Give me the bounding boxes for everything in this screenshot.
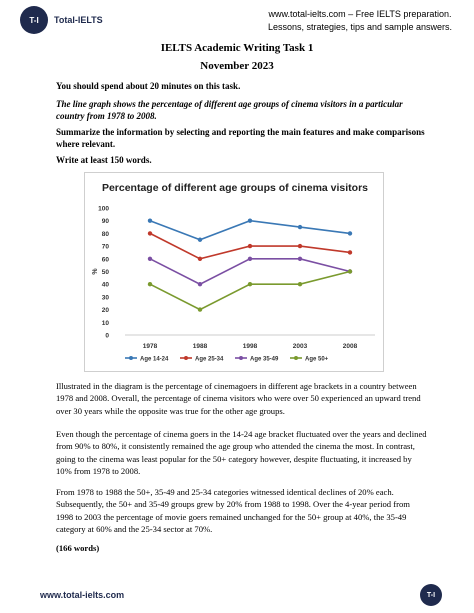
- y-tick-label: 40: [101, 281, 109, 289]
- y-tick-label: 80: [101, 230, 109, 238]
- logo-badge: T-I: [20, 6, 48, 34]
- data-point: [248, 244, 252, 248]
- page-header: [0, 0, 474, 40]
- tagline-line-2: Lessons, strategies, tips and sample answers.: [267, 22, 453, 32]
- chart-container: [84, 172, 384, 372]
- data-point: [198, 257, 202, 261]
- data-point: [248, 219, 252, 223]
- legend-label: Age 50+: [305, 356, 329, 363]
- data-point: [198, 307, 202, 311]
- footer-badge: T-I: [420, 584, 442, 606]
- legend-swatch-marker: [294, 356, 298, 360]
- legend-swatch-marker: [184, 356, 188, 360]
- data-point: [148, 257, 152, 261]
- essay-paragraph-3: From 1978 to 1988 the 50+, 35-49 and 25-34 categories witnessed identical declines of 20% each. Subsequently, the 50+ and 35-49 groups grew by 20% from 1988 to 1998. Over the 4-year period from 1998 to 2003 the percentage of movie goers remained unchanged for the 50+ group at 40%, the 35-49 category at 60% and the 25-34 sector at 70%.: [56, 487, 410, 535]
- data-point: [298, 282, 302, 286]
- data-point: [348, 250, 352, 254]
- legend-swatch-marker: [239, 356, 243, 360]
- task-date: November 2023: [200, 60, 274, 72]
- data-point: [198, 282, 202, 286]
- tagline-line-1: www.total-ielts.com – Free IELTS preparation.: [268, 9, 452, 19]
- task-title: IELTS Academic Writing Task 1: [160, 42, 314, 54]
- data-point: [348, 231, 352, 235]
- line-chart: [85, 173, 385, 373]
- logo[interactable]: [20, 6, 103, 34]
- y-tick-label: 70: [101, 243, 109, 251]
- legend-label: Age 35-49: [250, 356, 279, 363]
- data-point: [148, 219, 152, 223]
- series-line: [150, 272, 350, 310]
- y-tick-label: 10: [101, 319, 109, 327]
- y-tick-label: 20: [101, 307, 109, 315]
- data-point: [298, 244, 302, 248]
- essay-paragraph-1: Illustrated in the diagram is the percentage of cinemagoers in different age brackets in a country between 1978 and 2008. Overall, the percentage of cinema visitors who were over 50 experienced an upward trend over 30 years while the opposite was true for the other age groups.: [56, 381, 421, 416]
- data-point: [348, 269, 352, 273]
- chart-title: Percentage of different age groups of cinema visitors: [101, 182, 369, 194]
- series-line: [150, 221, 350, 240]
- x-tick-label: 1998: [242, 343, 258, 350]
- data-point: [248, 257, 252, 261]
- x-tick-label: 1978: [142, 343, 158, 350]
- series-line: [150, 259, 350, 284]
- y-tick-label: 0: [105, 332, 109, 340]
- logo-text: Total-IELTS: [54, 15, 103, 25]
- data-point: [148, 282, 152, 286]
- legend-label: Age 14-24: [140, 356, 169, 363]
- x-tick-label: 2008: [342, 343, 358, 350]
- header-tagline: [260, 8, 460, 34]
- y-tick-label: 60: [101, 256, 109, 264]
- x-tick-label: 1988: [192, 343, 208, 350]
- task-prompt: The line graph shows the percentage of different age groups of cinema visitors in a particular country from 1978 to 2008.: [56, 99, 403, 121]
- data-point: [248, 282, 252, 286]
- y-axis-label: %: [92, 268, 99, 275]
- essay-word-count: (166 words): [56, 543, 100, 553]
- data-point: [298, 225, 302, 229]
- y-tick-label: 50: [101, 269, 109, 276]
- legend-swatch-marker: [129, 356, 133, 360]
- footer-link[interactable]: www.total-ielts.com: [40, 590, 125, 600]
- data-point: [198, 238, 202, 242]
- task-word-limit: Write at least 150 words.: [56, 155, 152, 165]
- data-point: [298, 257, 302, 261]
- task-summarize: Summarize the information by selecting and reporting the main features and make comparisons where relevant.: [56, 127, 425, 149]
- y-tick-label: 90: [101, 218, 109, 226]
- legend-label: Age 25-34: [195, 356, 224, 363]
- data-point: [148, 231, 152, 235]
- task-instruction: You should spend about 20 minutes on this task.: [56, 81, 241, 91]
- y-tick-label: 100: [98, 205, 109, 213]
- y-tick-label: 30: [101, 294, 109, 302]
- x-tick-label: 2003: [292, 343, 308, 350]
- essay-paragraph-2: Even though the percentage of cinema goers in the 14-24 age bracket fluctuated over the years and declined from 90% to 80%, it consistently remained the age group who attended the cinema the most. In contrast, going to the cinema was least popular for the 50+ category however, despite fluctuating, it increased by 10% from 1978 to 2008.: [56, 429, 427, 477]
